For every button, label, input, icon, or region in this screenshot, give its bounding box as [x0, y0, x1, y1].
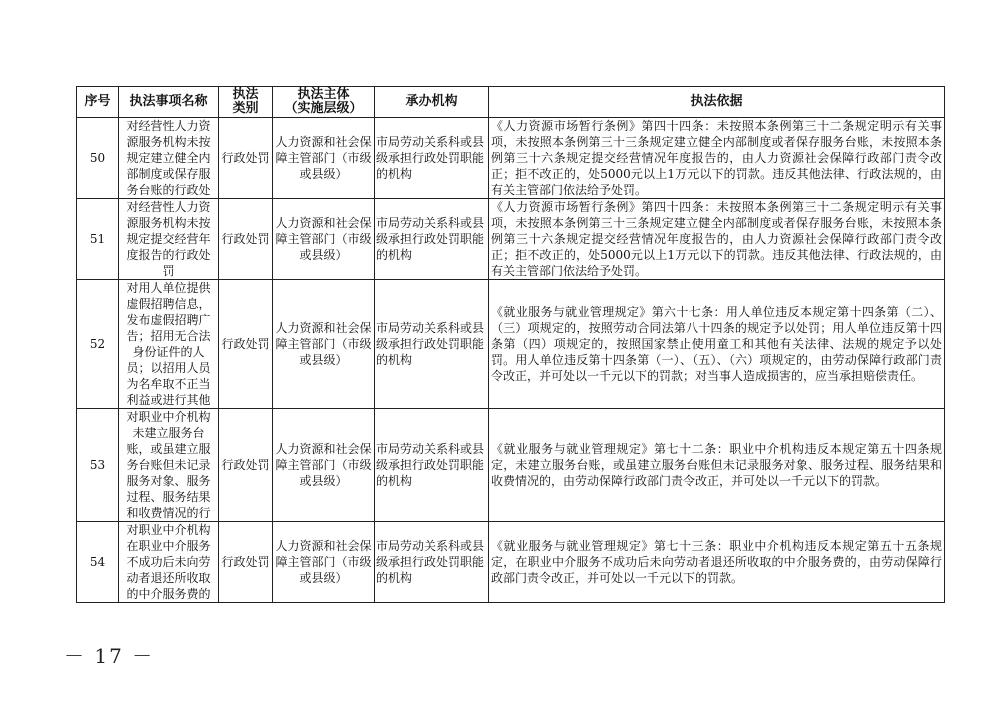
row-name: 对经营性人力资源服务机构未按规定提交经营年度报告的行政处罚 [126, 200, 211, 278]
row-basis: 《人力资源市场暂行条例》第四十四条：未按照本条例第三十二条规定明示有关事项，未按照本条例第三十三条规定建立健全内部制度或者保存服务台账，未按照本条例第三十六条规定提交经营情况年度报告的，由人力资源社会保障行政部门责令改正；拒不改正的，处5000元以上1万元以下的罚款。违反其他法律、行政法规的，由有关主管部门依法给予处罚。 [491, 200, 942, 278]
row-org: 市局劳动关系科或县级承担行政处罚职能的机构 [376, 216, 485, 262]
row-name: 对职业中介机构在职业中介服务不成功后未向劳动者退还所收取的中介服务费的 [126, 523, 211, 601]
row-subject: 人力资源和社会保障主管部门（市级或县级） [273, 409, 375, 522]
header-subject [273, 87, 375, 118]
row-org: 市局劳动关系科或县级承担行政处罚职能的机构 [376, 539, 485, 585]
page-number: － 17 － [64, 644, 155, 668]
row-category: 行政处罚 [219, 280, 273, 409]
row-subject: 人力资源和社会保障主管部门（市级或县级） [273, 118, 375, 199]
header-subject-line1: 执法主体 [297, 87, 350, 102]
table-row [77, 118, 945, 199]
header-subject-line2: （实施层级） [284, 101, 363, 116]
header-category [219, 87, 273, 118]
row-basis-cell [489, 280, 945, 409]
row-basis-cell [489, 118, 945, 199]
row-category: 行政处罚 [219, 118, 273, 199]
row-org: 市局劳动关系科或县级承担行政处罚职能的机构 [376, 442, 485, 488]
header-category-line2: 类别 [232, 101, 259, 116]
table-row [77, 409, 945, 522]
row-basis: 《人力资源市场暂行条例》第四十四条：未按照本条例第三十二条规定明示有关事项，未按照本条例第三十三条规定建立健全内部制度或者保存服务台账，未按照本条例第三十六条规定提交经营情况年度报告的，由人力资源社会保障行政部门责令改正；拒不改正的，处5000元以上1万元以下的罚款。违反其他法律、行政法规的，由有关主管部门依法给予处罚。 [491, 119, 942, 197]
row-num: 53 [77, 409, 119, 522]
row-name: 对用人单位提供虚假招聘信息，发布虚假招聘广告；招用无合法身份证件的人员；以招用人员为名牟取不正当利益或进行其他 [126, 281, 211, 407]
row-num: 54 [77, 522, 119, 603]
row-name-cell [119, 118, 219, 199]
row-num: 51 [77, 199, 119, 280]
row-org-cell [375, 118, 489, 199]
row-subject: 人力资源和社会保障主管部门（市级或县级） [273, 280, 375, 409]
row-name-cell [119, 199, 219, 280]
row-subject: 人力资源和社会保障主管部门（市级或县级） [273, 199, 375, 280]
row-org-cell [375, 409, 489, 522]
row-name: 对职业中介机构未建立服务台账，或虽建立服务台账但未记录服务对象、服务过程、服务结果和收费情况的行 [126, 410, 211, 520]
row-basis-cell [489, 199, 945, 280]
row-name-cell [119, 522, 219, 603]
row-basis: 《就业服务与就业管理规定》第六十七条：用人单位违反本规定第十四条第（二）、（三）项规定的，按照劳动合同法第八十四条的规定予以处罚；用人单位违反第十四条第（四）项规定的，按照国家禁止使用童工和其他有关法律、法规的规定予以处罚。用人单位违反第十四条第（一）、（五）、（六）项规定的，由劳动保障行政部门责令改正，并可处以一千元以下的罚款；对当事人造成损害的，应当承担赔偿责任。 [491, 305, 942, 383]
header-num: 序号 [77, 87, 119, 118]
header-category-line1: 执法 [232, 87, 259, 102]
table-row [77, 199, 945, 280]
row-category: 行政处罚 [219, 522, 273, 603]
row-num: 50 [77, 118, 119, 199]
header-org: 承办机构 [375, 87, 489, 118]
row-basis: 《就业服务与就业管理规定》第七十三条：职业中介机构违反本规定第五十五条规定，在职业中介服务不成功后未向劳动者退还所收取的中介服务费的，由劳动保障行政部门责令改正，并可处以一千元以下的罚款。 [491, 539, 942, 585]
row-basis-cell [489, 522, 945, 603]
row-org: 市局劳动关系科或县级承担行政处罚职能的机构 [376, 321, 485, 367]
row-org-cell [375, 522, 489, 603]
row-subject: 人力资源和社会保障主管部门（市级或县级） [273, 522, 375, 603]
row-name-cell [119, 280, 219, 409]
row-category: 行政处罚 [219, 199, 273, 280]
row-name: 对经营性人力资源服务机构未按规定建立健全内部制度或保存服务台账的行政处 [126, 119, 211, 197]
row-num: 52 [77, 280, 119, 409]
row-name-cell [119, 409, 219, 522]
header-name: 执法事项名称 [119, 87, 219, 118]
row-org-cell [375, 199, 489, 280]
enforcement-table [76, 86, 945, 603]
table-row [77, 522, 945, 603]
table-row [77, 280, 945, 409]
row-basis-cell [489, 409, 945, 522]
row-category: 行政处罚 [219, 409, 273, 522]
row-basis: 《就业服务与就业管理规定》第七十二条：职业中介机构违反本规定第五十四条规定，未建立服务台账，或虽建立服务台账但未记录服务对象、服务过程、服务结果和收费情况的，由劳动保障行政部门责令改正，并可处以一千元以下的罚款。 [491, 442, 942, 488]
header-basis: 执法依据 [489, 87, 945, 118]
header-row [77, 87, 945, 118]
row-org-cell [375, 280, 489, 409]
row-org: 市局劳动关系科或县级承担行政处罚职能的机构 [376, 135, 485, 181]
